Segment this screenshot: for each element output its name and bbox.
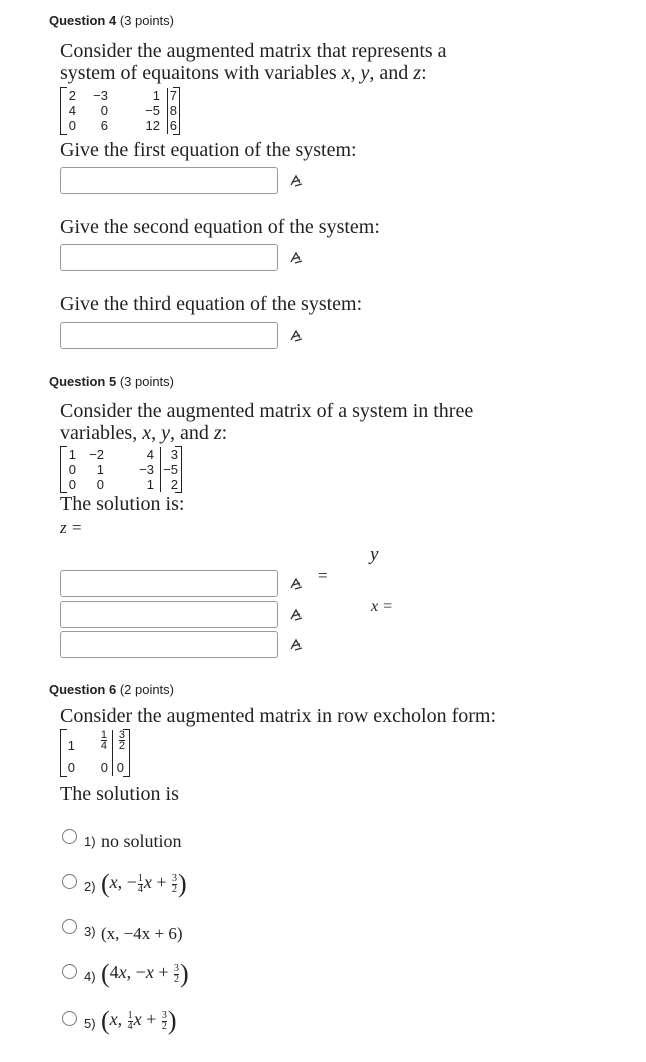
matrix-cell: 6 [169, 118, 177, 133]
matrix-cell: 12 [145, 118, 160, 133]
q6-header [49, 682, 174, 697]
option-3-radio[interactable] [62, 919, 77, 934]
q5-z-label: z = [60, 518, 83, 537]
matrix-cell: 8 [169, 103, 177, 118]
equation-editor-icon[interactable] [288, 173, 304, 189]
option-5-radio[interactable] [62, 1011, 77, 1026]
q4-ask-third: Give the third equation of the system: [60, 293, 363, 315]
equation-editor-icon[interactable] [288, 607, 304, 623]
option-3-number: 3) [84, 924, 96, 939]
matrix-cell: 0 [100, 760, 108, 775]
option-1-text: no solution [101, 831, 182, 851]
matrix-cell: 3 [170, 447, 178, 462]
option-4-radio[interactable] [62, 964, 77, 979]
matrix-cell: 2 [170, 477, 178, 492]
option-2-radio[interactable] [62, 874, 77, 889]
option-4-text: (4x, −x + $\frac{3}{2}$ ) [101, 959, 189, 988]
q5-prompt-line1: Consider the augmented matrix of a system in three [60, 400, 474, 422]
option-2-text: (x, − $\frac{1}{4}$ x + $\frac{3}{2}$ ) [101, 869, 187, 898]
q6-augmented-matrix [60, 729, 130, 777]
matrix-cell: −3 [93, 88, 108, 103]
q4-second-equation-input[interactable] [60, 244, 278, 271]
q5-header-points: (3 points) [119, 374, 175, 389]
q4-prompt-line1: Consider the augmented matrix that represents a [60, 40, 447, 62]
matrix-cell: 1 [68, 447, 76, 462]
q5-header [49, 374, 174, 389]
matrix-cell: $\frac{3}{2}$ [118, 729, 125, 752]
q5-y-input[interactable] [60, 601, 278, 628]
matrix-cell: 2 [68, 88, 76, 103]
matrix-cell: 0 [68, 118, 76, 133]
option-3-text: (x, −4x + 6) [101, 924, 183, 943]
equation-editor-icon[interactable] [288, 576, 304, 592]
matrix-cell: 1 [146, 477, 154, 492]
q4-ask-second: Give the second equation of the system: [60, 216, 380, 238]
matrix-cell: 0 [68, 477, 76, 492]
matrix-cell: 0 [96, 477, 104, 492]
matrix-cell: 1 [67, 738, 75, 753]
matrix-cell: −3 [139, 462, 154, 477]
matrix-cell: −5 [145, 103, 160, 118]
q4-prompt [60, 40, 620, 84]
q5-y-label: y [370, 544, 379, 565]
q5-header-title: Question 5 [49, 374, 117, 389]
q5-x-input[interactable] [60, 631, 278, 658]
q5-z-input[interactable] [60, 570, 278, 597]
matrix-cell: −2 [89, 447, 104, 462]
augment-line [167, 88, 168, 134]
equation-editor-icon[interactable] [288, 637, 304, 653]
equation-editor-icon[interactable] [288, 250, 304, 266]
matrix-cell: 4 [146, 447, 154, 462]
q4-prompt-line2: system of equaitons with variables x, y, and z: [60, 62, 427, 84]
matrix-cell: 7 [169, 88, 177, 103]
augment-line [160, 447, 161, 492]
matrix-cell: 0 [100, 103, 108, 118]
q5-augmented-matrix [60, 446, 182, 493]
matrix-cell: 0 [67, 760, 75, 775]
q4-ask-first: Give the first equation of the system: [60, 139, 357, 161]
matrix-cell: 1 [96, 462, 104, 477]
q5-prompt-line2: variables, x, y, and z: [60, 422, 228, 444]
matrix-cell: $\frac{1}{4}$ [100, 729, 107, 752]
option-1-radio[interactable] [62, 829, 77, 844]
matrix-cell: 1 [152, 88, 160, 103]
matrix-cell: 4 [68, 103, 76, 118]
matrix-cell: 0 [68, 462, 76, 477]
equation-editor-icon[interactable] [288, 328, 304, 344]
option-5-number: 5) [84, 1016, 96, 1031]
matrix-cell: 6 [100, 118, 108, 133]
q6-prompt: Consider the augmented matrix in row excholon form: [60, 705, 497, 727]
matrix-cell: −5 [163, 462, 178, 477]
option-1-number: 1) [84, 834, 96, 849]
matrix-cell: 0 [116, 760, 124, 775]
q6-header-title: Question 6 [49, 682, 117, 697]
q5-prompt [60, 400, 620, 444]
q4-header [49, 13, 174, 28]
option-2-number: 2) [84, 879, 96, 894]
q5-equals-sign: = [318, 566, 328, 585]
augment-line [112, 730, 113, 776]
q4-third-equation-input[interactable] [60, 322, 278, 349]
q4-first-equation-input[interactable] [60, 167, 278, 194]
option-4-number: 4) [84, 969, 96, 984]
q5-solution-label: The solution is: [60, 493, 185, 515]
q4-augmented-matrix [60, 87, 180, 135]
q4-header-points: (3 points) [119, 13, 175, 28]
q5-x-label: x = [371, 598, 393, 615]
q6-solution-label: The solution is [60, 783, 179, 805]
q6-header-points: (2 points) [119, 682, 175, 697]
q4-header-title: Question 4 [49, 13, 117, 28]
option-5-text: (x, $\frac{1}{4}$ x + $\frac{3}{2}$ ) [101, 1006, 177, 1035]
